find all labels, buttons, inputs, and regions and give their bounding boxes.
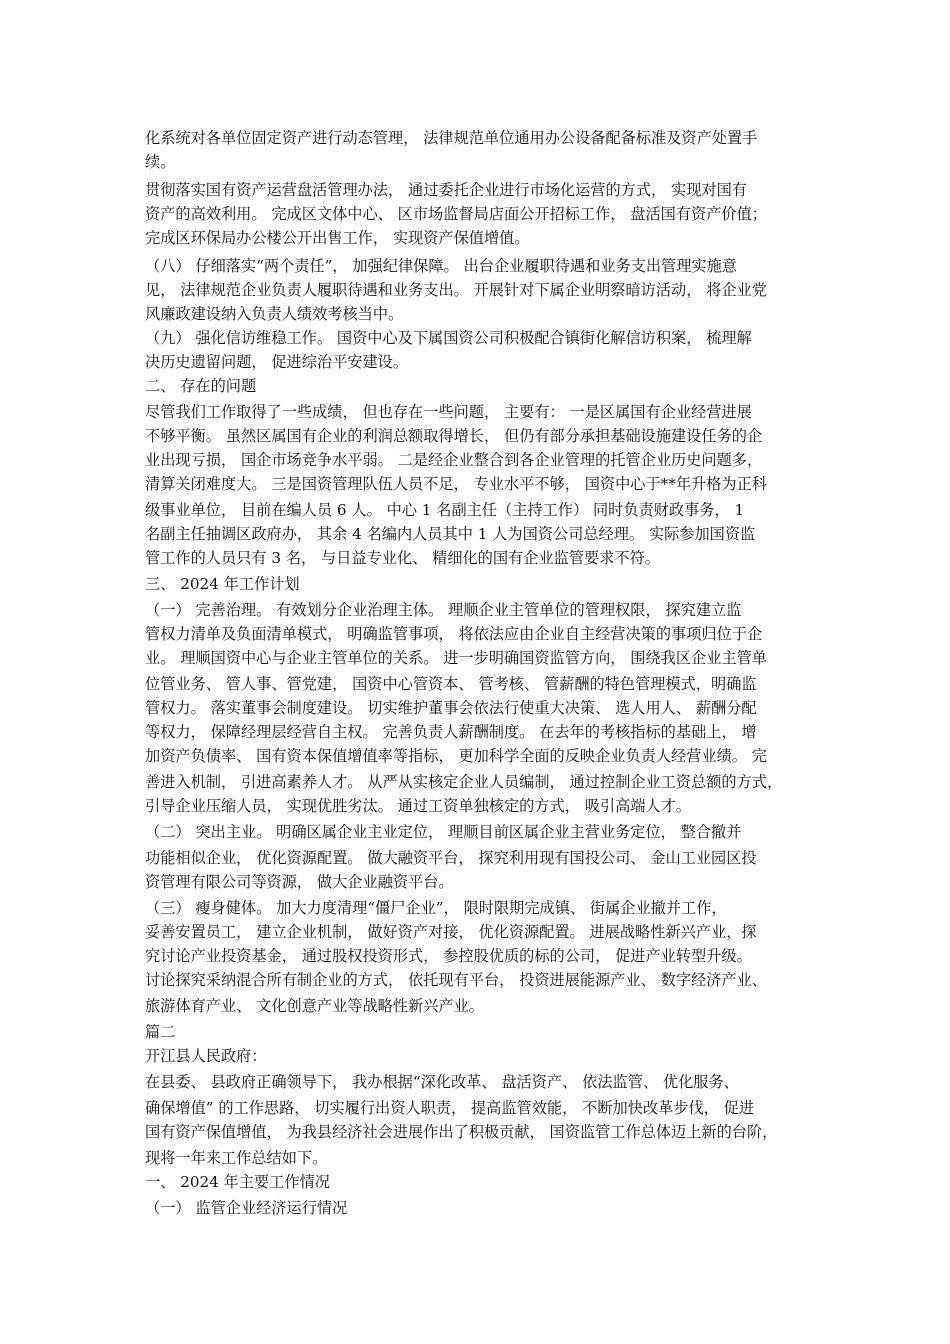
text-line: 风廉政建设纳入负责人绩效考核当中。 bbox=[145, 305, 404, 323]
text-line: （二） 突出主业。 明确区属企业主业定位， 理顺目前区属企业主营业务定位， 整合撤并 bbox=[145, 823, 742, 841]
text-line: 究讨论产业投资基金， 通过股权投资形式， 参控股优质的标的公司， 促进产业转型升级。 bbox=[145, 947, 752, 965]
text-line: 业。 理顺国资中心与企业主管单位的关系。 进一步明确国资监管方向， 围绕我区企业主管单 bbox=[145, 649, 767, 667]
text-line: 加资产负债率、 国有资本保值增值率等指标， 更加科学全面的反映企业负责人经营业绩。 完 bbox=[145, 747, 767, 765]
text-line: 在县委、 县政府正确领导下， 我办根据“深化改革、 盘活资产、 依法监管、 优化服务、 bbox=[145, 1073, 739, 1091]
text-line: 名副主任抽调区政府办， 其余 4 名编内人员其中 1 人为国资公司总经理。 实际参加国资监 bbox=[145, 525, 756, 543]
section-heading: 三、 2024 年工作计划 bbox=[145, 575, 300, 593]
text-line: 尽管我们工作取得了一些成绩， 但也存在一些问题， 主要有： 一是区属国有企业经营进展 bbox=[145, 403, 752, 421]
text-line: 清算关闭难度大。 三是国资管理队伍人员不足， 专业水平不够， 国资中心于**年升格为正科 bbox=[145, 475, 767, 493]
text-line: 业出现亏损， 国企市场竞争水平弱。 二是经企业整合到各企业管理的托管企业历史问题多， bbox=[145, 451, 763, 469]
text-line: （九） 强化信访维稳工作。 国资中心及下属国资公司积极配合镇街化解信访积案， 梳理解 bbox=[145, 329, 752, 347]
text-line: 引导企业压缩人员， 实现优胜劣汰。 通过工资单独核定的方式， 吸引高端人才。 bbox=[145, 797, 692, 815]
text-line: 位管业务、 管人事、管党建， 国资中心管资本、 管考核、 管薪酬的特色管理模式，明确监 bbox=[145, 675, 757, 693]
text-line: 善进入机制， 引进高素养人才。 从严从实核定企业人员编制， 通过控制企业工资总额的方式， bbox=[145, 773, 783, 791]
text-line: 讨论探究采纳混合所有制企业的方式， 依托现有平台， 投资进展能源产业、 数字经济产业、 bbox=[145, 971, 767, 989]
text-line: 完成区环保局办公楼公开出售工作， 实现资产保值增值。 bbox=[145, 229, 530, 247]
text-line: 资产的高效利用。 完成区文体中心、 区市场监督局店面公开招标工作， 盘活国有资产价值； bbox=[145, 205, 767, 223]
text-line: 管权力。 落实董事会制度建设。 切实维护董事会依法行使重大决策、 选人用人、 薪酬分配 bbox=[145, 699, 757, 717]
section-heading: 一、 2024 年主要工作情况 bbox=[145, 1173, 330, 1191]
text-line: 功能相似企业， 优化资源配置。 做大融资平台， 探究利用现有国投公司、 金山工业园区投 bbox=[145, 849, 757, 867]
text-line: （一） 完善治理。 有效划分企业治理主体。 理顺企业主管单位的管理权限， 探究建立监 bbox=[145, 601, 742, 619]
text-line: 旅游体育产业、 文化创意产业等战略性新兴产业。 bbox=[145, 997, 484, 1015]
text-line: 见， 法律规范企业负责人履职待遇和业务支出。 开展针对下属企业明察暗访活动， 将企业党 bbox=[145, 281, 767, 299]
text-line: 确保增值” 的工作思路， 切实履行出资人职责， 提高监管效能， 不断加快改革步伐， 促进 bbox=[145, 1099, 755, 1117]
subsection-heading: （一） 监管企业经济运行情况 bbox=[145, 1199, 348, 1217]
text-line: （三） 瘦身健体。 加大力度清理“僵尸企业”， 限时限期完成镇、 街属企业撤并工作， bbox=[145, 899, 727, 917]
text-line: 等权力， 保障经理层经营自主权。 完善负责人薪酬制度。 在去年的考核指标的基础上， 增 bbox=[145, 723, 757, 741]
text-line: 不够平衡。 虽然区属国有企业的利润总额取得增长， 但仍有部分承担基础设施建设任务的企 bbox=[145, 427, 763, 445]
section-heading: 篇二 bbox=[145, 1023, 176, 1041]
text-line: 管权力清单及负面清单模式， 明确监管事项， 将依法应由企业自主经营决策的事项归位于企 bbox=[145, 625, 763, 643]
text-line: 贯彻落实国有资产运营盘活管理办法， 通过委托企业进行市场化运营的方式， 实现对国有 bbox=[145, 181, 747, 199]
text-line: （八） 仔细落实“两个责任”， 加强纪律保障。 出台企业履职待遇和业务支出管理实施意 bbox=[145, 257, 737, 275]
text-line: 决历史遗留问题， 促进综治平安建设。 bbox=[145, 353, 409, 371]
text-line: 级事业单位， 目前在编人员 6 人。 中心 1 名副主任（主持工作） 同时负责财政事务， 1 bbox=[145, 501, 745, 519]
text-line: 化系统对各单位固定资产进行动态管理， 法律规范单位通用办公设备配备标准及资产处置手 bbox=[145, 129, 758, 147]
text-line: 管工作的人员只有 3 名， 与日益专业化、 精细化的国有企业监管要求不符。 bbox=[145, 549, 660, 567]
section-heading: 二、 存在的问题 bbox=[145, 377, 257, 395]
text-line: 妥善安置员工， 建立企业机制， 做好资产对接， 优化资源配置。 进展战略性新兴产业，探 bbox=[145, 923, 757, 941]
text-line: 国有资产保值增值， 为我县经济社会进展作出了积极贡献， 国资监管工作总体迈上新的台阶， bbox=[145, 1123, 778, 1141]
addressee-line: 开江县人民政府： bbox=[145, 1047, 267, 1065]
text-line: 续。 bbox=[145, 153, 176, 171]
text-line: 资管理有限公司等资源， 做大企业融资平台。 bbox=[145, 873, 454, 891]
text-line: 现将一年来工作总结如下。 bbox=[145, 1149, 328, 1167]
